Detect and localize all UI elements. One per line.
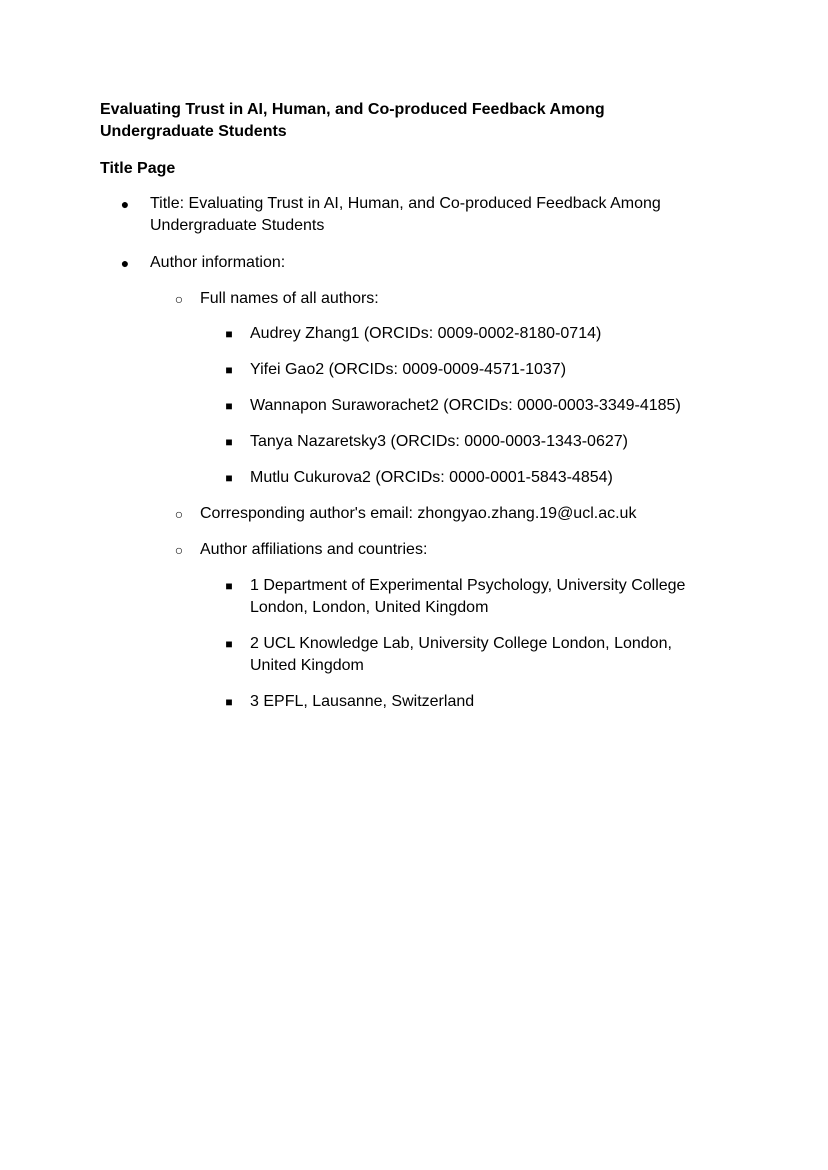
section-heading: Title Page [100,160,176,177]
square-bullet-icon: ■ [225,637,233,651]
list-item-affiliations-label [174,539,740,561]
author-text: Yifei Gao2 (ORCIDs: 0009-0009-4571-1037) [250,361,567,378]
square-bullet-icon: ■ [225,363,233,377]
affiliation-text: 3 EPFL, Lausanne, Switzerland [250,693,475,710]
list-item-author-info [120,252,730,274]
square-bullet-icon: ■ [225,399,233,413]
list-item-text: Author information: [150,254,286,271]
list-item-title [120,193,730,237]
affiliation-text: 1 Department of Experimental Psychology, University College London, London, United Kingdom [250,577,686,616]
list-item-corresponding-email [174,503,740,525]
author-item [225,467,720,489]
list-item-text: Author affiliations and countries: [200,541,428,558]
square-bullet-icon: ■ [225,435,233,449]
filled-circle-bullet-icon: ● [120,196,130,212]
author-text: Tanya Nazaretsky3 (ORCIDs: 0000-0003-1343-0627) [250,433,628,450]
document-title: Evaluating Trust in AI, Human, and Co-produced Feedback Among Undergraduate Students [100,101,605,140]
affiliation-item [225,575,720,619]
list-item-text: Title: Evaluating Trust in AI, Human, and Co-produced Feedback Among Undergraduate Students [150,195,661,234]
author-text: Audrey Zhang1 (ORCIDs: 0009-0002-8180-0714) [250,325,602,342]
square-bullet-icon: ■ [225,471,233,485]
square-bullet-icon: ■ [225,695,233,709]
list-item-text: Full names of all authors: [200,290,379,307]
affiliation-item [225,691,720,713]
author-item [225,359,720,381]
affiliation-item [225,633,720,677]
hollow-circle-bullet-icon: ○ [174,291,184,307]
hollow-circle-bullet-icon: ○ [174,506,184,522]
author-text: Wannapon Suraworachet2 (ORCIDs: 0000-0003-3349-4185) [250,397,681,414]
square-bullet-icon: ■ [225,579,233,593]
filled-circle-bullet-icon: ● [120,255,130,271]
author-item [225,323,720,345]
list-item-authors-label [174,288,740,310]
list-item-text: Corresponding author's email: zhongyao.zhang.19@ucl.ac.uk [200,505,637,522]
square-bullet-icon: ■ [225,327,233,341]
hollow-circle-bullet-icon: ○ [174,542,184,558]
affiliation-text: 2 UCL Knowledge Lab, University College London, London, United Kingdom [250,635,672,674]
author-item [225,431,720,453]
author-text: Mutlu Cukurova2 (ORCIDs: 0000-0001-5843-4854) [250,469,613,486]
author-item [225,395,720,417]
